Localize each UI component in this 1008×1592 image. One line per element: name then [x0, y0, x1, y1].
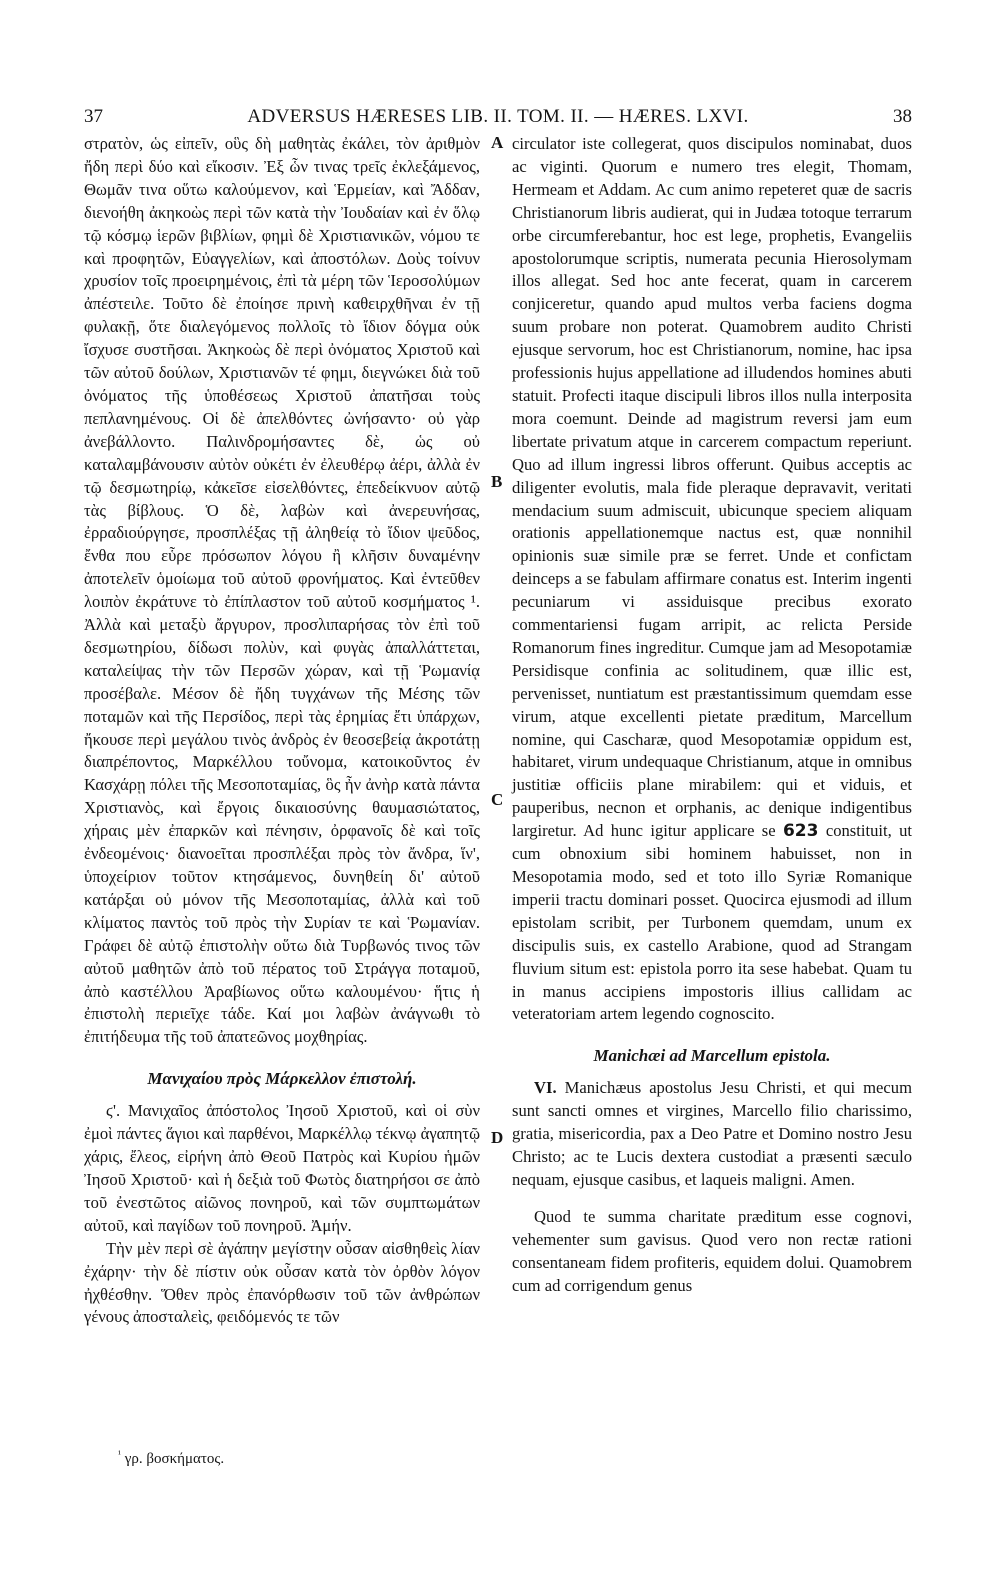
latin-paragraph-2-text: Manichæus apostolus Jesu Christi, et qui mecum sunt sancti omnes et virgines, Marcello filio charissimo, gratia, misericordia, pax a Deo Patre et Domino nostro Jesu Christo; ac te Lucis dextera custodiat a præsenti sæculo nequam, ejusque casibus, et laqueis maligni. Amen. — [512, 1078, 912, 1189]
latin-column — [512, 133, 912, 1298]
greek-paragraph-2: ϛ'. Μανιχαῖος ἀπόστολος Ἰησοῦ Χριστοῦ, καὶ οἱ σὺν ἐμοὶ πάντες ἅγιοι καὶ παρθένοι, Μαρκέλλῳ τέκνῳ ἀγαπητῷ χάρις, ἔλεος, εἰρήνη ἀπὸ Θεοῦ Πατρὸς καὶ Κυρίου ἡμῶν Ἰησοῦ Χριστοῦ· καὶ ἡ δεξιὰ τοῦ Φωτὸς διατηρήσοι σε ἀπὸ τοῦ ἐνεστῶτος αἰῶνος πονηροῦ, καὶ τῶν συμπτωμάτων αὐτοῦ, καὶ παγίδων τοῦ πονηροῦ. Ἀμήν. — [84, 1101, 480, 1235]
latin-paragraph-1-part-a: circulator iste collegerat, quos discipulos nominabat, duos ac viginti. Quorum e numero tres elegit, Thomam, Hermeam et Addam. Ac cum animo repeteret quæ de sacris Christianorum libris audierat, qui in Judæa totoque terrarum orbe circumferebantur, hoc est lege, prophetis, Evangeliis apostolorumque scriptis, numerata pecunia Hierosolymam illos allegat. Sed hoc ante fecerat, quam in carcerem conjiceretur, quando apud multos verba faciens dogma suum probare non poterat. Quamobrem audito Christi ejusque servorum, hoc est Christianorum, nomine, hac ipsa professionis hujus appellatione ad illudendos homines abuti statuit. Profecti itaque discipuli libros illos nulla interposita mora coemunt. Deinde ad magistrum reversi jam eum libertate privatum atque in carcerem compactum reperiunt. Quo ad illum ingressi libros offerunt. Quibus acceptis ac diligenter evolutis, mala fide pleraque depravavit, veritati mendacium suum admiscuit, ubicunque speciem aliquam orationis appellationemque nactus est, quæ nonnihil opinionis suæ simile præ se ferret. Unde et confictam deinceps a se fabulam affirmare conatus est. Interim ingenti pecuniarum vi assiduisque precibus exorato commentariensi fugam arripit, ac relicta Perside Romanorum fines ingreditur. Cumque jam ad Mesopotamiæ Persidisque confinia ac solitudinem, quæ illic est, pervenisset, nuntiatum est præstantissimum quemdam esse virum, atque excellenti pietate præditum, Marcellum nomine, qui Cascharæ, quod Mesopotamiæ oppidum est, habitaret, virum undequaque Christianum, atque in omnibus justitiæ officiis plane mirabilem: qui et viduis, et pauperibus, necnon et orphanis, ac denique indigentibus largiretur. Ad hunc igitur applicare se — [512, 134, 912, 841]
margin-marker-a: A — [491, 133, 504, 152]
latin-paragraph-3: Quod te summa charitate præditum esse cognovi, vehementer sum gavisus. Quod vero non rectæ rationi consentaneam fidem profiteris, equidem dolui. Quamobrem cum ad corrigendum genus — [512, 1206, 912, 1295]
margin-marker-c: C — [491, 790, 504, 809]
page-number-right: 38 — [893, 106, 912, 127]
greek-paragraph-1: στρατὸν, ὡς εἰπεῖν, οὓς δὴ μαθητὰς ἐκάλει, τὸν ἀριθμὸν ἤδη περὶ δύο καὶ εἴκοσιν. Ἐξ ὧν τινας τρεῖς ἐκλεξάμενος, Θωμᾶν τινα οὕτω καλούμενον, καὶ Ἑρμείαν, καὶ Ἄδδαν, διενοήθη ἀκηκοὼς περὶ τῶν κατὰ τὴν Ἰουδαίαν καὶ ἐν ὅλῳ τῷ κόσμῳ ἱερῶν βιβλίων, φημὶ δὲ Χριστιανικῶν, νόμου τε καὶ προφητῶν, Εὐαγγελίων, καὶ ἀποστόλων. Δοὺς τοίνυν χρυσίον τοῖς προειρημένοις, ἐπὶ τὰ μέρη τῶν Ἱεροσολύμων ἀπέστειλε. Τοῦτο δὲ ἐποίησε πρινὴ καθειρχθῆναι ἐν τῇ φυλακῇ, ὅτε διαλεγόμενος πολλοῖς τὸ ἴδιον δόγμα οὐκ ἴσχυσε συστῆσαι. Ἀκηκοὼς δὲ περὶ ὀνόματος Χριστοῦ καὶ τῶν αὐτοῦ δούλων, Χριστιανῶν τέ φημι, διεγνώκει διὰ τοῦ ὀνόματος τῆς ὑποθέσεως Χριστοῦ ἀπατῆσαι τοὺς πεπλανημένους. Οἱ δὲ ἀπελθόντες ὠνήσαντο· οὐ γὰρ ἀνεβάλλοντο. Παλινδρομήσαντες δὲ, ὡς οὐ καταλαμβάνουσιν αὐτὸν οὐκέτι ἐν ἐλευθέρῳ ἀέρι, ἀλλὰ ἐν τῷ δεσμωτηρίῳ, κἀκεῖσε εἰσελθόντες, ἐπεδείκνυον αὐτῷ τὰς βίβλους. Ὁ δὲ, λαβὼν καὶ ἀνερευνήσας, ἐρραδιούργησε, προσπλέξας τῇ ἀληθείᾳ τὸ ἴδιον ψεῦδος, ἔνθα που εὗρε πρόσωπον λόγου ἢ κλῆσιν δυναμένην ἀποτελεῖν ὁμοίωμα τοῦ αὐτοῦ φρονήματος. Καὶ ἐντεῦθεν λοιπὸν ἐκράτυνε τὸ ἐπίπλαστον τοῦ αὐτοῦ κοσμήματος ¹. Ἀλλὰ καὶ μεταξὺ ἄργυρον, προσλιπαρήσας τὸν ἐπὶ τοῦ δεσμωτηρίου, δίδωσι πολὺν, καὶ φυγὰς ἀπαλλάττεται, καταλείψας τὴν τῶν Περσῶν χώραν, καὶ τῇ Ῥωμανίᾳ προσέβαλε. Μέσον δὲ ἤδη τυγχάνων τῆς Μέσης τῶν ποταμῶν καὶ τῆς Περσίδος, περὶ τὰς ἐρημίας ἔτι ὑπάρχων, ἤκουσε περὶ μεγάλου τινὸς ἀνδρὸς ἐν θεοσεβείᾳ ἀκροτάτῃ διαπρέποντος, Μαρκέλλου τοὔνομα, κατοικοῦντος ἐν Κασχάρῃ πόλει τῆς Μεσοποταμίας, ὃς ἦν ἀνὴρ κατὰ πάντα Χριστιανὸς, καὶ ἔργοις δικαιοσύνης θαυμασιώτατος, χήραις μὲν ἐπαρκῶν καὶ πένησιν, ὀρφανοῖς δὲ καὶ τοῖς ἐνδεομένοις· διανοεῖται προσπλέξαι πρὸς τὸν ἄνδρα, ἵν', ὑποχείριον τοῦτον κτησάμενος, δυνηθείη δι' αὐτοῦ κατάρξαι οὐ μόνον τῆς Μεσοποταμίας, ἀλλὰ καὶ τοῦ κλίματος παντὸς τοῦ πρὸς τὴν Συρίαν τε καὶ Ῥωμανίαν. Γράφει δὲ αὐτῷ ἐπιστολὴν οὕτω διὰ Τυρβωνός τινος τῶν αὐτοῦ μαθητῶν ἀπὸ τοῦ πέρατος τοῦ Στράγγα ποταμοῦ, ἀπὸ καστέλλου Ἀραβίωνος οὕτω καλουμένου· ἥτις ἡ ἐπιστολὴ περιεῖχε τάδε. Καί μοι λαβὼν ἀνάγνωθι τὸ ἐπιτήδευμα τῆς τοῦ ἀπατεῶνος μοχθηρίας. — [84, 134, 480, 1047]
margin-marker-d: D — [491, 1128, 504, 1147]
footnote-mark: ¹ — [118, 1449, 121, 1460]
greek-column — [84, 133, 480, 1329]
margin-marker-b: B — [491, 472, 503, 491]
footnote-text: γρ. βοσκήματος. — [124, 1451, 225, 1467]
latin-paragraph-2 — [512, 1077, 912, 1192]
greek-paragraph-3: Τὴν μὲν περὶ σὲ ἀγάπην μεγίστην οὖσαν αἰσθηθεὶς λίαν ἐχάρην· τὴν δὲ πίστιν οὐκ οὖσαν κατὰ τὸν ὀρθὸν λόγον ἠχθέσθην. Ὅθεν πρὸς ἐπανόρθωσιν τοῦ τῶν ἀνθρώπων γένους ἀποσταλεὶς, φειδόμενός τε τῶν — [84, 1238, 480, 1327]
section-number: VI. — [534, 1078, 557, 1098]
greek-letter-title: Μανιχαίου πρὸς Μάρκελλον ἐπιστολή. — [147, 1069, 417, 1089]
footnote — [118, 1445, 224, 1469]
column-number: 623 — [782, 821, 819, 842]
latin-paragraph-1 — [512, 133, 912, 1026]
running-title: ADVERSUS HÆRESES LIB. II. TOM. II. — HÆRES. LXVI. — [247, 106, 749, 127]
latin-letter-title: Manichæi ad Marcellum epistola. — [593, 1046, 831, 1066]
latin-paragraph-1-part-b: constituit, ut cum obnoxium sibi hominem habuisset, non in Mesopotamia modo, sed et toto illo Syriæ Romanique imperii tractu dominari posset. Quocirca ejusmodi ad illum epistolam scribit, per Turbonem quemdam, unum ex discipulis suis, ex castello Arabione, quod ad Strangam fluvium situm est: epistola porro ita sese habebat. Quam tu in manus accipiens impostoris illius callidam ac veteratoriam artem legendo cognoscito. — [512, 821, 912, 1024]
page-number-left: 37 — [84, 106, 103, 127]
running-header — [84, 104, 912, 130]
